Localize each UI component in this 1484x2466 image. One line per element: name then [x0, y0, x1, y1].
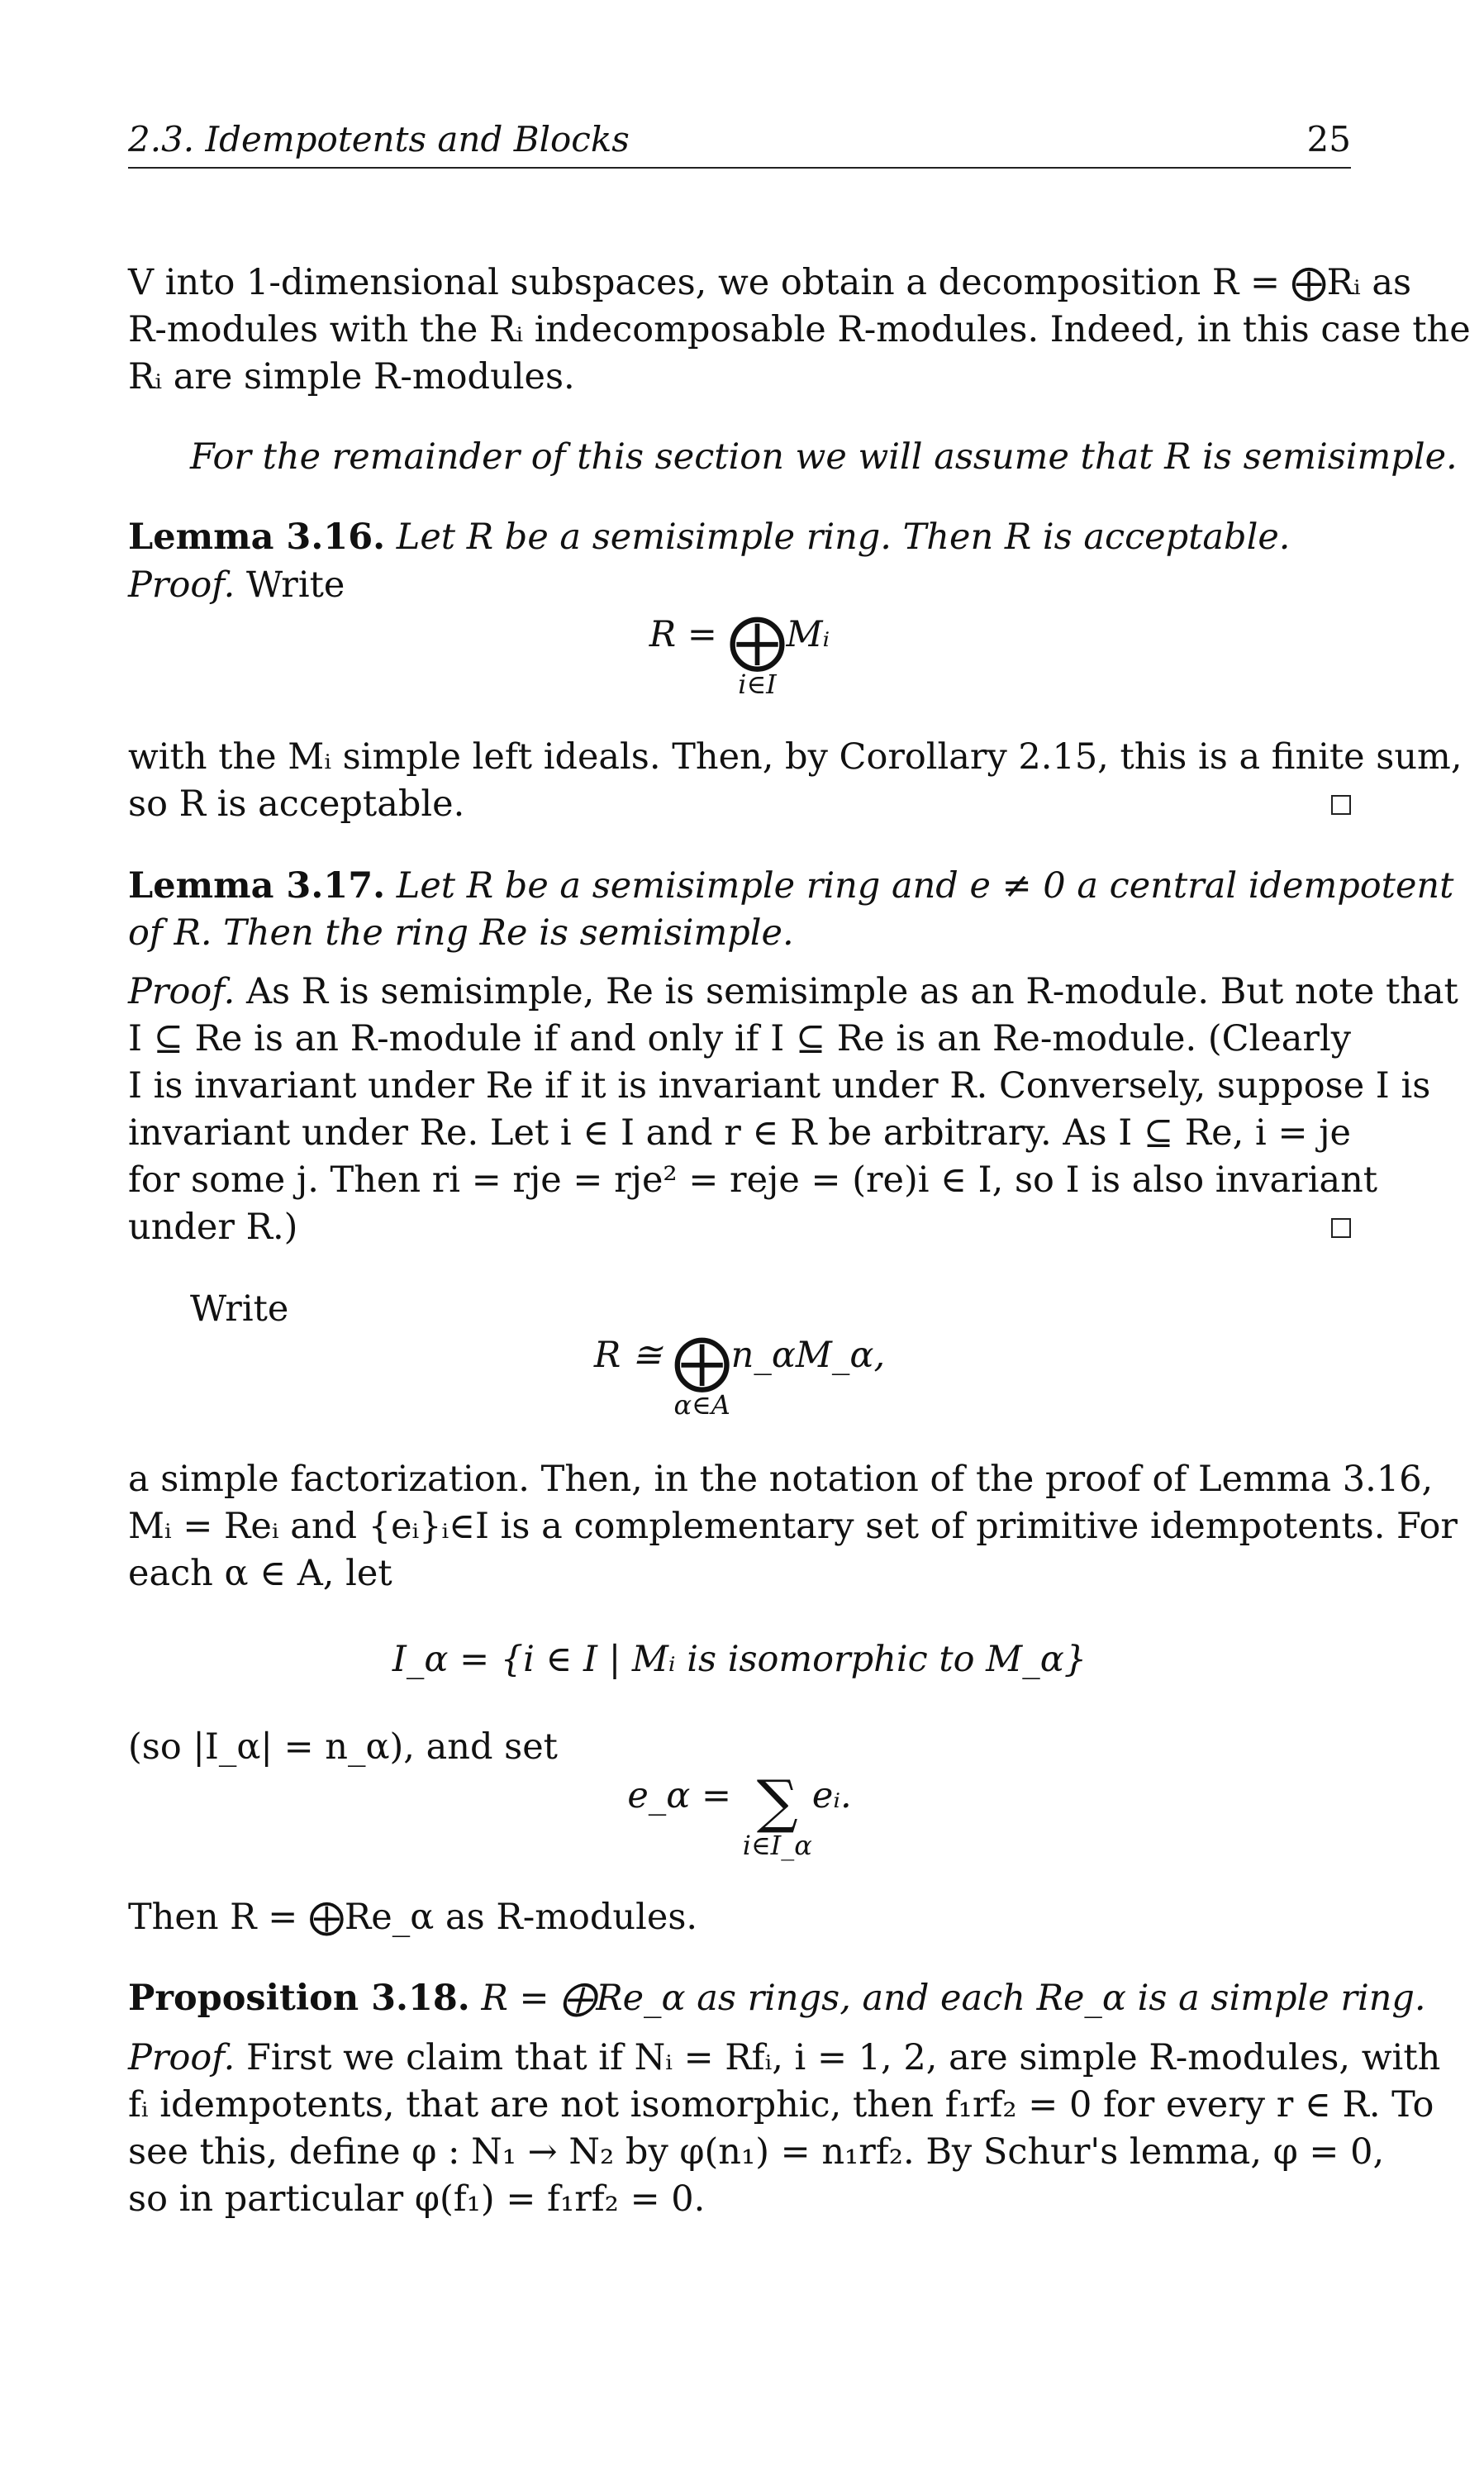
prop-318-proof-4: so in particular φ(f₁) = f₁rf₂ = 0.	[128, 2178, 706, 2220]
then-line: Then R = ⨁Re_α as R-modules.	[128, 1897, 698, 1938]
direct-sum-symbol: ⨁	[728, 607, 787, 674]
write-line: Write	[190, 1288, 289, 1330]
proof-label: Proof.	[128, 564, 235, 606]
eq2-index: α∈A	[673, 1389, 730, 1421]
para1-line-1: V into 1-dimensional subspaces, we obtain a decomposition R = ⨁Rᵢ as	[128, 262, 1412, 303]
prop-318-proof-2: fᵢ idempotents, that are not isomorphic, then f₁rf₂ = 0 for every r ∈ R. To	[128, 2084, 1434, 2126]
prop-318-line	[128, 1975, 1426, 2021]
display-equation-1	[128, 607, 1351, 700]
assumption-line: For the remainder of this section we will assume that R is semisimple.	[190, 436, 1458, 478]
prop-318-proof-3: see this, define φ : N₁ → N₂ by φ(n₁) = n₁rf₂. By Schur's lemma, φ = 0,	[128, 2131, 1385, 2173]
lemma-317-proof-4: invariant under Re. Let i ∈ I and r ∈ R be arbitrary. As I ⊆ Re, i = je	[128, 1112, 1351, 1154]
eq4-index: i∈I_α	[742, 1830, 812, 1861]
eq2-lhs: R ≅	[593, 1335, 673, 1376]
proof-text: As R is semisimple, Re is semisimple as an R-module. But note that	[246, 971, 1458, 1012]
lemma-317-proof-3: I is invariant under Re if it is invariant under R. Conversely, suppose I is	[128, 1065, 1431, 1107]
so-line: (so |I_α| = n_α), and set	[128, 1726, 558, 1768]
eq4-lhs: e_α =	[627, 1775, 743, 1816]
summation-symbol: ∑	[756, 1768, 798, 1835]
lemma-316-line	[128, 514, 1351, 560]
lemma-317-proof-2: I ⊆ Re is an R-module if and only if I ⊆ Re is an Re-module. (Clearly	[128, 1018, 1351, 1059]
prop-318-label: Proposition 3.18.	[128, 1978, 470, 2019]
eq1-operator	[728, 607, 787, 700]
lemma-316-statement: Let R be a semisimple ring. Then R is acceptable.	[396, 517, 1291, 558]
display-equation-2	[128, 1327, 1351, 1421]
lemma-316-label: Lemma 3.16.	[128, 517, 386, 558]
eq1-rhs: Mᵢ	[786, 614, 830, 655]
display-equation-4	[128, 1768, 1351, 1861]
write-after-1: a simple factorization. Then, in the notation of the proof of Lemma 3.16,	[128, 1459, 1434, 1500]
lemma-317-proof-1	[128, 969, 1458, 1015]
lemma-316-proof-start	[128, 562, 1351, 608]
lemma-317-label: Lemma 3.17.	[128, 865, 386, 907]
eq1-lhs: R =	[649, 614, 729, 655]
qed-square	[1331, 1218, 1351, 1238]
eq4-operator	[742, 1768, 812, 1861]
display-equation-3: I_α = {i ∈ I | Mᵢ is isomorphic to M_α}	[392, 1639, 1087, 1680]
prop-318-statement: R = ⨁Re_α as rings, and each Re_α is a simple ring.	[481, 1978, 1426, 2019]
eq1-index: i∈I	[738, 669, 777, 700]
proof-label: Proof.	[128, 971, 235, 1012]
eq4-rhs: eᵢ.	[811, 1775, 852, 1816]
section-title: 2.3. Idempotents and Blocks	[128, 119, 630, 159]
direct-sum-symbol: ⨁	[673, 1327, 731, 1395]
running-header	[128, 116, 1351, 169]
proof-label: Proof.	[128, 2037, 235, 2078]
lemma-317-statement-1: Let R be a semisimple ring and e ≠ 0 a central idempotent	[396, 865, 1454, 907]
para1-line-3: Rᵢ are simple R-modules.	[128, 356, 575, 398]
write-after-3: each α ∈ A, let	[128, 1553, 392, 1594]
lemma-316-after-2: so R is acceptable.	[128, 783, 465, 825]
lemma-317-line-1	[128, 863, 1454, 909]
proof-write: Write	[246, 564, 345, 606]
write-after-2: Mᵢ = Reᵢ and {eᵢ}ᵢ∈I is a complementary set of primitive idempotents. For	[128, 1506, 1458, 1547]
eq2-rhs: n_αM_α,	[730, 1335, 886, 1376]
page-number: 25	[1306, 119, 1351, 159]
lemma-316-after-1: with the Mᵢ simple left ideals. Then, by Corollary 2.15, this is a finite sum,	[128, 736, 1463, 778]
lemma-317-statement-2: of R. Then the ring Re is semisimple.	[128, 912, 794, 954]
qed-square	[1331, 795, 1351, 815]
proof-text: First we claim that if Nᵢ = Rfᵢ, i = 1, 2, are simple R-modules, with	[246, 2037, 1441, 2078]
lemma-317-proof-6: under R.)	[128, 1207, 298, 1248]
eq2-operator	[673, 1327, 731, 1421]
prop-318-proof-1	[128, 2035, 1441, 2081]
lemma-317-proof-5: for some j. Then ri = rje = rje² = reje = (re)i ∈ I, so I is also invariant	[128, 1159, 1378, 1201]
para1-line-2: R-modules with the Rᵢ indecomposable R-modules. Indeed, in this case the	[128, 309, 1471, 350]
